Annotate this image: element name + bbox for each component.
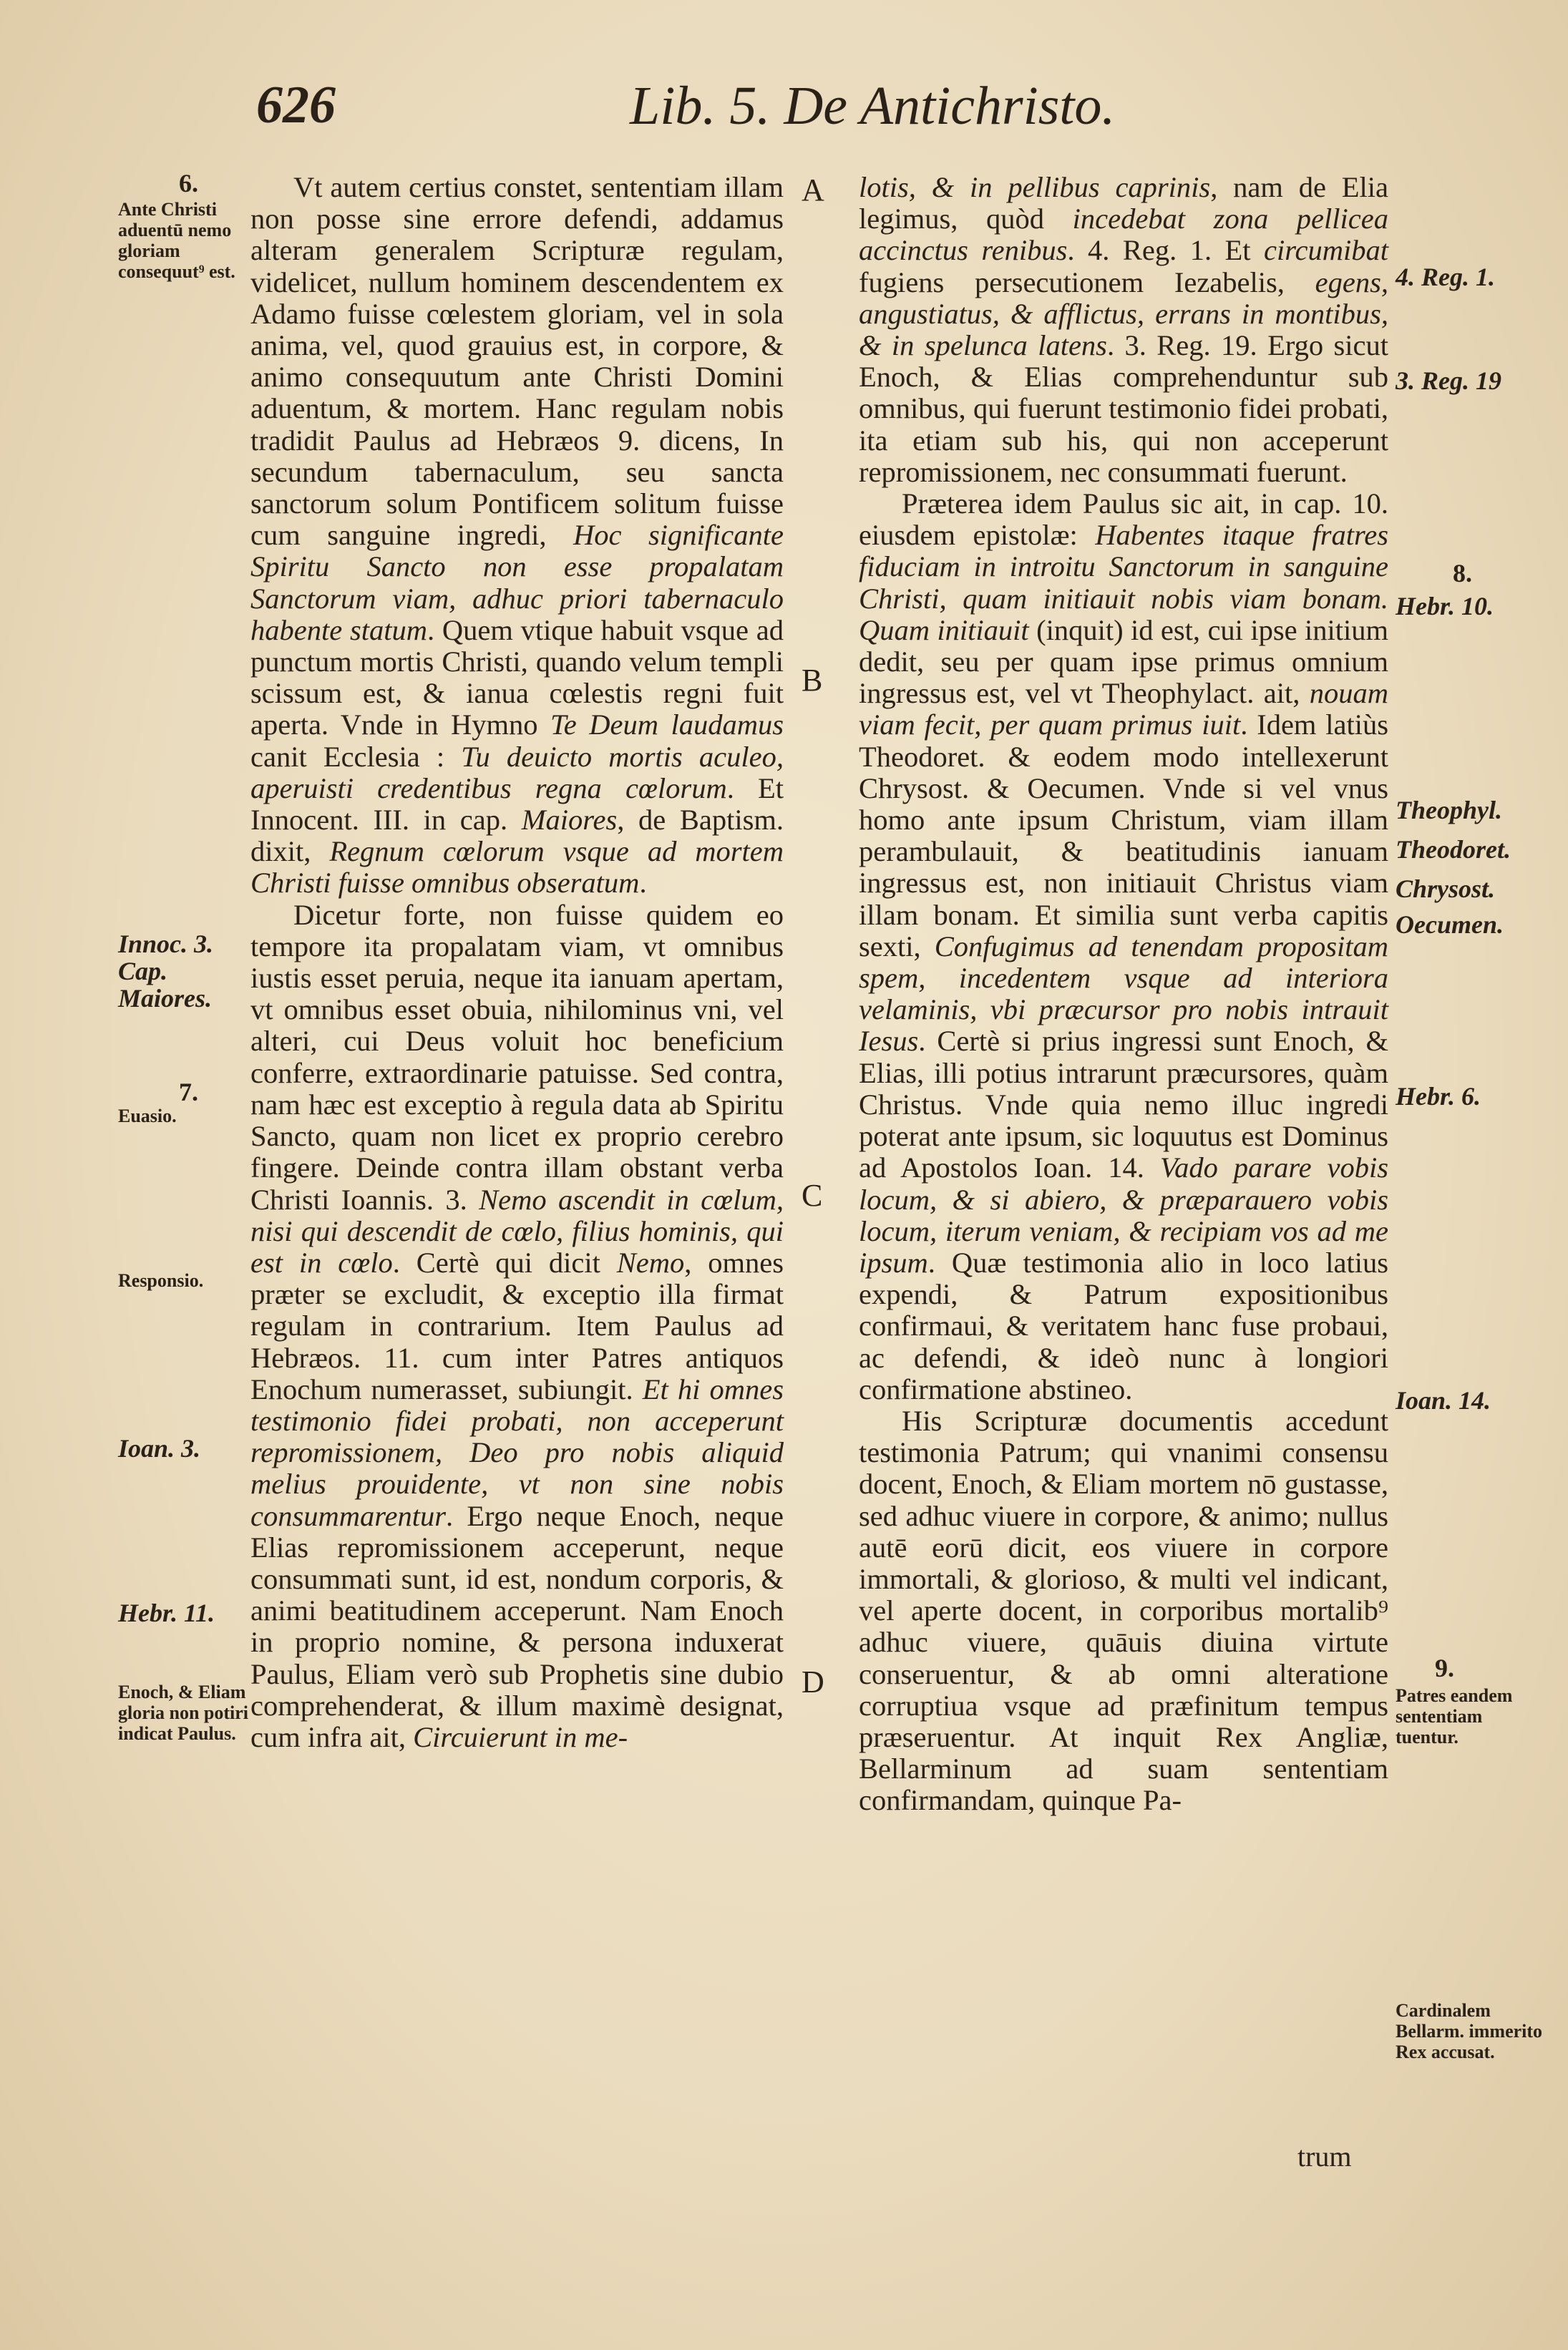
section-number-8: 8. — [1453, 559, 1472, 588]
paragraph-left-1: Vt autem certius constet, sententiam illam non posse sine errore defendi, addamus alteram generalem Scripturæ regulam, videlicet, nullum hominem descendentem ex Adamo fuisse cœlestem gloriam, vel in sola anima, vel, quod grauius est, in corpore, & animo consequutum ante Christi Domini aduentum, & mortem. Hanc regulam nobis tradidit Paulus ad Hebræos 9. dicens, In secundum tabernaculum, seu sancta sanctorum solum Pontificem solitum fuisse cum sanguine ingredi, Hoc significante Spiritu Sancto non esse propalatam Sanctorum viam, adhuc priori tabernaculo habente statum. Quem vtique habuit vsque ad punctum mortis Christi, quando velum templi scissum est, & ianua cœlestis regni fuit aperta. Vnde in Hymno Te Deum laudamus canit Ecclesia : Tu deuicto mortis aculeo, aperuisti credentibus regna cœlorum. Et Innocent. III. in cap. Maiores, de Baptism. dixit, Regnum cœlorum vsque ad mortem Christi fuisse omnibus obseratum. — [250, 171, 784, 899]
section-letter-a: A — [802, 172, 824, 208]
paragraph-right-3: His Scripturæ documentis accedunt testimonia Patrum; qui vnanimi consensu docent, Enoch, & Eliam mortem nō gustasse, sed adhuc viuere in corpore, & animo; nullus autē eorū dicit, eos viuere in corpore immortali, & glorioso, & multi vel indicant, vel aperte docent, in corporibus mortalib⁹ adhuc viuere, quāuis diuina virtute conseruentur, & ab omni alteratione corruptiua vsque ad præfinitum tempus præseruentur. At inquit Rex Angliæ, Bellarminum ad suam sententiam confirmandam, quinque Pa- — [859, 1404, 1388, 1817]
section-number-7: 7. — [179, 1078, 198, 1106]
page-header — [0, 75, 1568, 154]
margin-ref-hebr10: Hebr. 10. — [1396, 592, 1494, 620]
margin-ref-oecumen: Oecumen. — [1396, 910, 1504, 939]
right-text-column — [859, 172, 1388, 1817]
running-title: Lib. 5. De Antichristo. — [630, 76, 1116, 136]
margin-ref-4reg1: 4. Reg. 1. — [1396, 263, 1495, 291]
margin-ref-theophyl: Theophyl. — [1396, 796, 1502, 824]
margin-note-patres: Patres eandem sententiam tuentur. — [1396, 1685, 1513, 1747]
section-number-6: 6. — [179, 169, 198, 198]
margin-ref-3reg19: 3. Reg. 19 — [1396, 366, 1501, 395]
margin-ref-ioan3: Ioan. 3. — [118, 1434, 201, 1463]
left-text-column — [250, 172, 784, 1753]
section-number-9: 9. — [1435, 1654, 1454, 1682]
margin-note-enoch: Enoch, & Eliam gloria non potiri indicat Paulus. — [118, 1682, 249, 1744]
margin-note-cardinal: Cardinalem Bellarm. immerito Rex accusat. — [1396, 2000, 1543, 2062]
margin-ref-ioan14: Ioan. 14. — [1396, 1386, 1491, 1415]
paragraph-right-1: lotis, & in pellibus caprinis, nam de Elia legimus, quòd incedebat zona pellicea accinctus renibus. 4. Reg. 1. Et circumibat fugiens persecutionem Iezabelis, egens, angustiatus, & afflictus, errans in montibus, & in spelunca latens. 3. Reg. 19. Ergo sicut Enoch, & Elias comprehenduntur sub omnibus, qui fuerunt testimonio fidei probati, ita etiam sub his, qui non acceperunt repromissionem, nec consummati fuerunt. — [859, 171, 1388, 488]
margin-note-evasio: Euasio. — [118, 1106, 177, 1126]
margin-ref-chrysost: Chrysost. — [1396, 874, 1496, 903]
section-letter-d: D — [802, 1664, 824, 1700]
margin-ref-theodoret: Theodoret. — [1396, 835, 1511, 864]
section-letter-b: B — [802, 663, 823, 698]
page-number: 626 — [256, 76, 336, 135]
margin-note-before-christ: Ante Christi aduentū nemo gloriam consequut⁹ est. — [118, 199, 235, 282]
catchword: trum — [1297, 2140, 1352, 2173]
margin-ref-innocent: Innoc. 3. Cap. Maiores. — [118, 930, 214, 1013]
paragraph-left-2: Dicetur forte, non fuisse quidem eo tempore ita propalatam viam, vt omnibus iustis esset peruia, neque ita ianuam apertam, vt omnibus esset obuia, nihilominus vni, vel alteri, cui Deus voluit hoc beneficium conferre, extraordinarie patuisse. Sed contra, nam hæc est exceptio à regula data ab Spiritu Sancto, quam non licet ex proprio cerebro fingere. Deinde contra illam obstant verba Christi Ioannis. 3. Nemo ascendit in cœlum, nisi qui descendit de cœlo, filius hominis, qui est in cœlo. Certè qui dicit Nemo, omnes præter se excludit, & exceptio illa firmat regulam in contrarium. Item Paulus ad Hebræos. 11. cum inter Patres antiquos Enochum numerasset, subiungit. Et hi omnes testimonio fidei probati, non acceperunt repromissionem, Deo pro nobis aliquid melius prouidente, vt non sine nobis consummarentur. Ergo neque Enoch, neque Elias repromissionem acceperunt, neque consummati sunt, id est, nondum corporis, & animi beatitudinem acceperunt. Nam Enoch in proprio nomine, & persona induxerat Paulus, Eliam verò sub Prophetis sine dubio comprehenderat, & illum maximè designat, cum infra ait, Circuierunt in me- — [250, 898, 784, 1753]
margin-ref-hebr6: Hebr. 6. — [1396, 1082, 1481, 1111]
margin-ref-hebr11: Hebr. 11. — [118, 1599, 215, 1627]
paragraph-right-2: Præterea idem Paulus sic ait, in cap. 10. eiusdem epistolæ: Habentes itaque fratres fiduciam in introitu Sanctorum in sanguine Christi, quam initiauit nobis viam bonam. Quam initiauit (inquit) id est, cui ipse initium dedit, seu per quam ipse primus omnium ingressus est, vel vt Theophylact. ait, nouam viam fecit, per quam primus iuit. Idem latiùs Theodoret. & eodem modo intellexerunt Chrysost. & Oecumen. Vnde si vel vnus homo ante ipsum Christum, viam illam perambulauit, & beatitudinis ianuam ingressus est, non initiauit Christus viam illam bonam. Et similia sunt verba capitis sexti, Confugimus ad tenendam propositam spem, incedentem vsque ad interiora velaminis, vbi præcursor pro nobis intrauit Iesus. Certè si prius ingressi sunt Enoch, & Elias, illi potius intrarunt præcursores, quàm Christus. Vnde quia nemo illuc ingredi poterat ante ipsum, sic loquutus est Dominus ad Apostolos Ioan. 14. Vado parare vobis locum, & si abiero, & præparauero vobis locum, iterum veniam, & recipiam vos ad me ipsum. Quæ testimonia alio in loco latius expendi, & Patrum expositionibus confirmaui, & veritatem hanc fuse probaui, ac defendi, & ideò nunc à longiori confirmatione abstineo. — [859, 487, 1389, 1405]
section-letter-c: C — [802, 1178, 823, 1213]
margin-note-responsio: Responsio. — [118, 1270, 204, 1291]
